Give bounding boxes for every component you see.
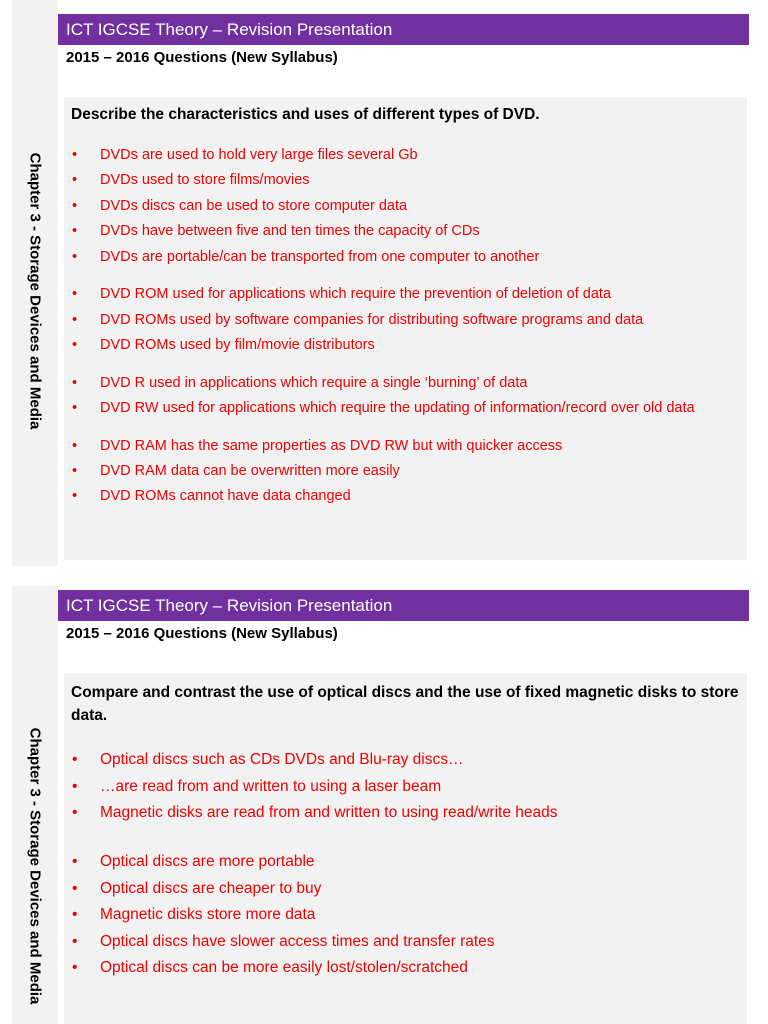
answer-bullet: • DVD RAM data can be overwritten more easily bbox=[71, 460, 739, 483]
answer-bullet: • DVD ROM used for applications which require the prevention of deletion of data bbox=[71, 283, 739, 306]
answer-bullet: • Magnetic disks are read from and written to using read/write heads bbox=[71, 801, 739, 824]
chapter-side-label: Chapter 3 - Storage Devices and Media bbox=[26, 727, 44, 1005]
chapter-side-label: Chapter 3 - Storage Devices and Media bbox=[26, 152, 44, 430]
answer-bullet: • DVDs are used to hold very large files several Gb bbox=[71, 144, 739, 167]
slide-title-bar: ICT IGCSE Theory – Revision Presentation bbox=[58, 14, 749, 45]
answer-bullet: • DVD R used in applications which require a single ‘burning’ of data bbox=[71, 372, 739, 395]
answer-bullet: • DVD RAM has the same properties as DVD RW but with quicker access bbox=[71, 435, 739, 458]
answer-bullet: • DVDs discs can be used to store computer data bbox=[71, 195, 739, 218]
answer-group-4 bbox=[71, 435, 739, 508]
answer-bullet: • DVD ROMs used by software companies for distributing software programs and data bbox=[71, 309, 739, 332]
slide-title-bar: ICT IGCSE Theory – Revision Presentation bbox=[58, 590, 749, 621]
slide-subtitle: 2015 – 2016 Questions (New Syllabus) bbox=[66, 625, 338, 642]
answer-bullet: • DVDs used to store films/movies bbox=[71, 169, 739, 192]
answer-group-3 bbox=[71, 372, 739, 420]
answer-group-2 bbox=[71, 283, 739, 356]
answer-bullet: • …are read from and written to using a laser beam bbox=[71, 775, 739, 798]
content-panel bbox=[64, 673, 747, 1024]
answer-bullet: • DVD ROMs used by film/movie distributors bbox=[71, 334, 739, 357]
question-text: Compare and contrast the use of optical discs and the use of fixed magnetic disks to store data. bbox=[71, 684, 739, 724]
slide-2 bbox=[0, 576, 768, 1024]
answer-group-2 bbox=[71, 850, 739, 979]
question-text: Describe the characteristics and uses of different types of DVD. bbox=[71, 106, 540, 123]
slide-subtitle: 2015 – 2016 Questions (New Syllabus) bbox=[66, 49, 338, 66]
answer-bullet: • DVD ROMs cannot have data changed bbox=[71, 485, 739, 508]
answer-bullet: • DVD RW used for applications which require the updating of information/record over old data bbox=[71, 397, 739, 420]
answer-bullet: • Optical discs are more portable bbox=[71, 850, 739, 873]
answer-bullet: • Optical discs are cheaper to buy bbox=[71, 877, 739, 900]
answer-bullet: • DVDs have between five and ten times the capacity of CDs bbox=[71, 220, 739, 243]
answer-group-1 bbox=[71, 144, 739, 268]
content-panel bbox=[64, 97, 747, 560]
answer-group-1 bbox=[71, 748, 739, 824]
answer-bullet: • Optical discs have slower access times and transfer rates bbox=[71, 930, 739, 953]
answer-bullet: • Optical discs can be more easily lost/stolen/scratched bbox=[71, 956, 739, 979]
answer-bullet: • Optical discs such as CDs DVDs and Blu-ray discs… bbox=[71, 748, 739, 771]
answer-bullet: • Magnetic disks store more data bbox=[71, 903, 739, 926]
answer-bullet: • DVDs are portable/can be transported from one computer to another bbox=[71, 246, 739, 269]
